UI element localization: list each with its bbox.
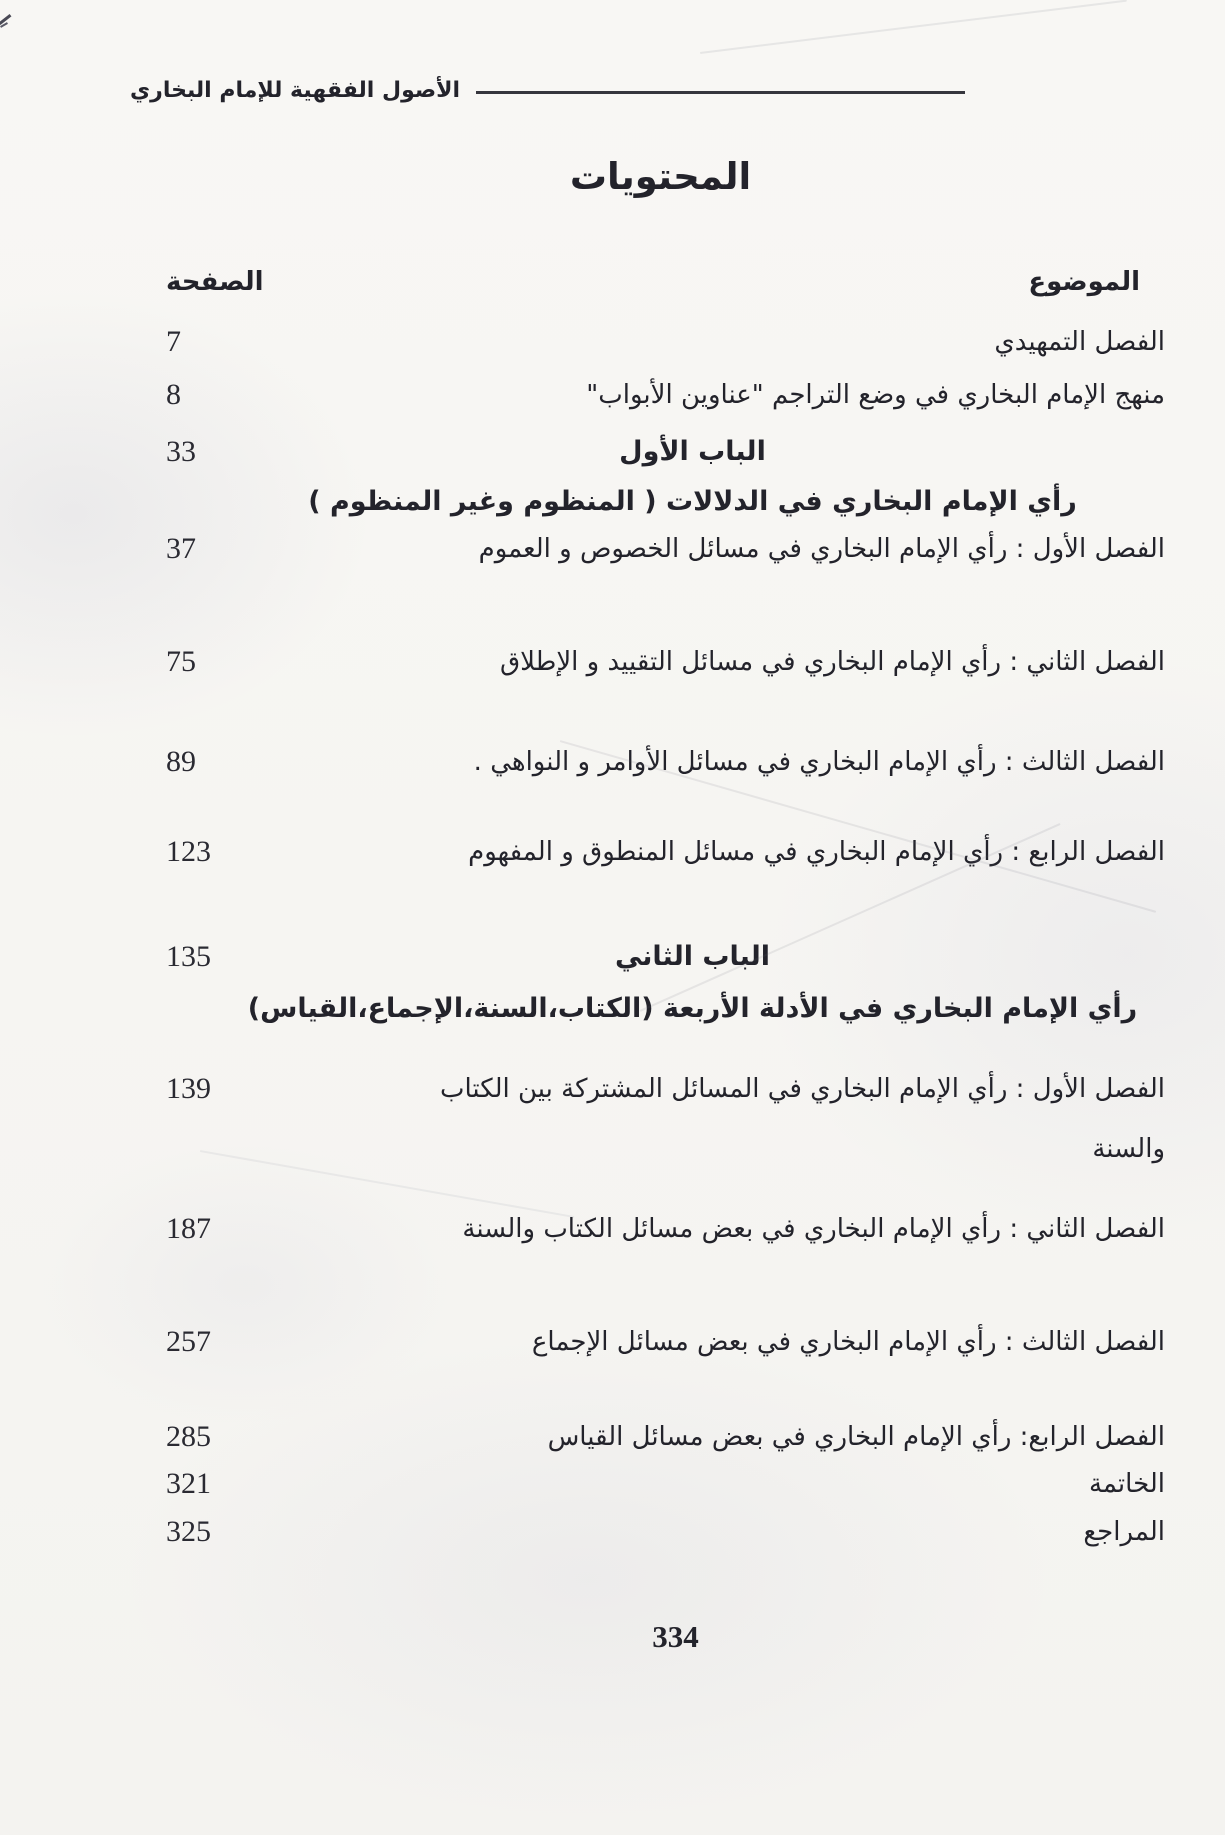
entry-title: الفصل الثاني : رأي الإمام البخاري في بعض مسائل الكتاب والسنة xyxy=(462,1214,1165,1244)
toc-row xyxy=(130,1510,1165,1554)
toc-row xyxy=(130,640,1165,684)
topic-column-header: الموضوع xyxy=(1028,267,1140,297)
entry-title: المراجع xyxy=(1083,1517,1165,1547)
chapter-subtitle: رأي الإمام البخاري في الدلالات ( المنظوم وغير المنظوم ) xyxy=(308,486,1077,517)
toc-row xyxy=(130,740,1165,784)
page-number: 123 xyxy=(166,835,211,868)
page-number: 257 xyxy=(166,1325,211,1358)
chapter-title: الباب الأول xyxy=(619,436,766,467)
entry-title: الفصل الثالث : رأي الإمام البخاري في بعض مسائل الإجماع xyxy=(531,1327,1165,1357)
toc-row-chapter xyxy=(130,935,1165,979)
entry-title: الفصل الرابع : رأي الإمام البخاري في مسائل المنطوق و المفهوم xyxy=(468,837,1165,867)
chapter-title: الباب الثاني xyxy=(614,941,771,972)
page-number: 75 xyxy=(166,645,196,678)
toc-row xyxy=(130,320,1165,364)
entry-title: الخاتمة xyxy=(1088,1469,1165,1499)
toc-row xyxy=(130,1207,1165,1251)
chapter-subtitle: رأي الإمام البخاري في الأدلة الأربعة (الكتاب،السنة،الإجماع،القياس) xyxy=(247,993,1138,1024)
toc-row xyxy=(130,1415,1165,1459)
toc-row-subtitle xyxy=(130,987,1165,1031)
entry-title: منهج الإمام البخاري في وضع التراجم "عناوين الأبواب" xyxy=(586,380,1165,410)
toc-row-chapter xyxy=(130,430,1165,474)
page-number: 325 xyxy=(166,1515,211,1548)
toc-row xyxy=(130,527,1165,571)
page-number: 187 xyxy=(166,1212,211,1245)
page-number: 37 xyxy=(166,532,196,565)
book-title: الأصول الفقهية للإمام البخاري xyxy=(130,78,461,103)
page-number: 139 xyxy=(166,1072,211,1105)
page-number: 8 xyxy=(166,378,181,411)
scan-crease xyxy=(700,0,1127,54)
entry-title: الفصل الرابع: رأي الإمام البخاري في بعض مسائل القياس xyxy=(547,1422,1165,1452)
toc-row xyxy=(130,373,1165,417)
current-page-number: 334 xyxy=(652,1619,699,1654)
entry-title xyxy=(220,1067,1165,1171)
toc-row xyxy=(130,830,1165,874)
entry-title: الفصل الأول : رأي الإمام البخاري في مسائل الخصوص و العموم xyxy=(478,534,1165,564)
toc-row xyxy=(130,1320,1165,1364)
entry-title: الفصل الثاني : رأي الإمام البخاري في مسائل التقييد و الإطلاق xyxy=(499,647,1165,677)
entry-title: الفصل الثالث : رأي الإمام البخاري في مسائل الأوامر و النواهي . xyxy=(473,747,1165,777)
entry-title-line2: والسنة xyxy=(1092,1134,1165,1164)
page-number: 7 xyxy=(166,325,181,358)
header-rule xyxy=(476,91,965,94)
page-number: 33 xyxy=(166,435,196,468)
page-number: 89 xyxy=(166,745,196,778)
running-header xyxy=(130,78,965,103)
entry-title: الفصل التمهيدي xyxy=(994,327,1165,357)
toc-row xyxy=(130,1462,1165,1506)
page-number: 135 xyxy=(166,940,211,973)
toc-row xyxy=(130,1067,1165,1171)
page-number: 285 xyxy=(166,1420,211,1453)
page-number: 321 xyxy=(166,1467,211,1500)
page-title: المحتويات xyxy=(569,155,752,198)
toc-row-subtitle xyxy=(130,480,1165,524)
column-headers xyxy=(130,260,1165,304)
entry-title-line1: الفصل الأول : رأي الإمام البخاري في المسائل المشتركة بين الكتاب xyxy=(440,1074,1165,1104)
toc-content xyxy=(0,260,1225,1659)
page-column-header: الصفحة xyxy=(166,267,264,297)
